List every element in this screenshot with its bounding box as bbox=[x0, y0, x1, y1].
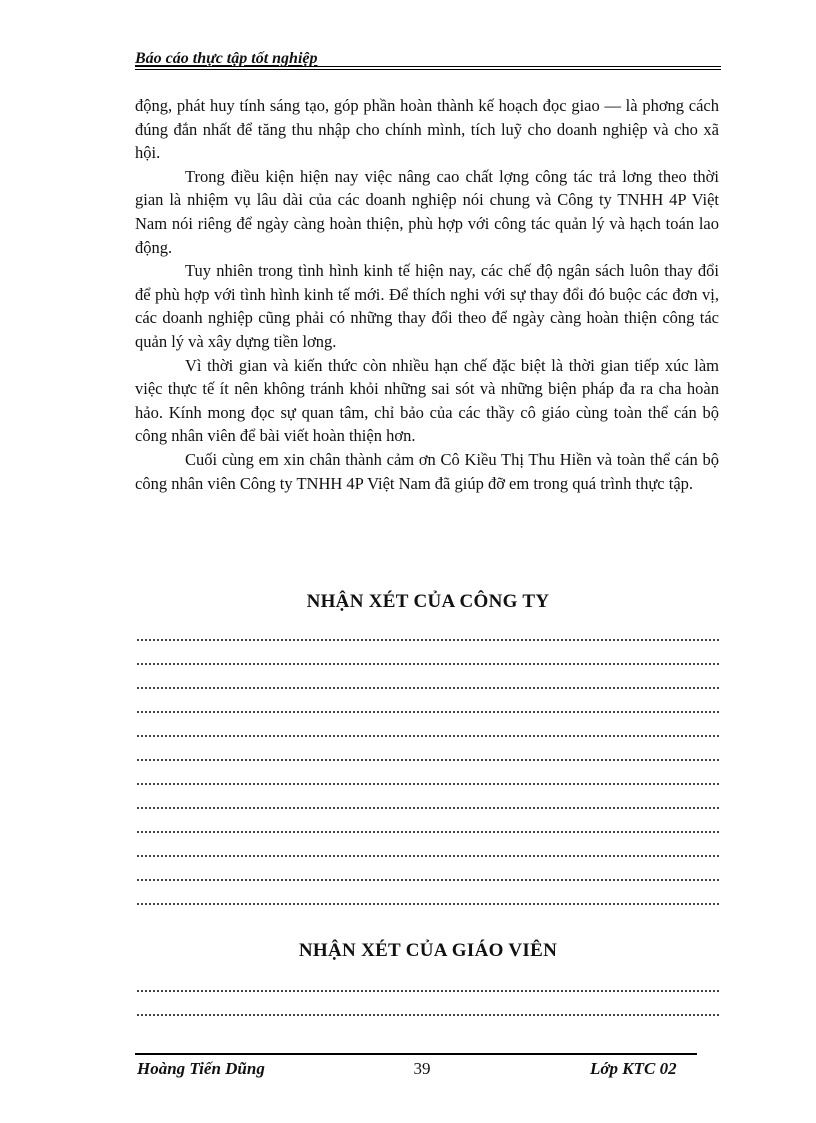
footer-author: Hoàng Tiến Dũng bbox=[137, 1059, 265, 1078]
company-review-dotted-line bbox=[137, 831, 719, 833]
paragraph: Vì thời gian và kiến thức còn nhiều hạn chế đặc biệt là thời gian tiếp xúc làm việc thực tế ít nên không tránh khỏi những sai sót và những biện pháp đa ra cha hoàn hảo. Kính mong đọc sự quan tâm, chỉ bảo của các thầy cô giáo cùng toàn thể cán bộ công nhân viên để bài viết hoàn thiện hơn. bbox=[135, 355, 719, 446]
company-review-dotted-line bbox=[137, 711, 719, 713]
company-review-dotted-line bbox=[137, 687, 719, 689]
company-review-dotted-line bbox=[137, 663, 719, 665]
teacher-review-dotted-line bbox=[137, 990, 719, 992]
footer-class: Lớp KTC 02 bbox=[590, 1059, 677, 1078]
header-rule-thin bbox=[135, 69, 721, 70]
paragraph-continuation: động, phát huy tính sáng tạo, góp phần hoàn thành kế hoạch đọc giao — là phơng cách đúng đắn nhất để tăng thu nhập cho chính mình, tích luỹ cho doanh nghiệp và cho xã hội. bbox=[135, 96, 719, 163]
company-review-dotted-line bbox=[137, 879, 719, 881]
teacher-review-dotted-line bbox=[137, 1014, 719, 1016]
teacher-review-title: NHẬN XÉT CỦA GIÁO VIÊN bbox=[298, 940, 558, 961]
body-text bbox=[135, 94, 719, 495]
report-header-title: Báo cáo thực tập tốt nghiệp bbox=[135, 50, 318, 67]
header-rule-thick bbox=[135, 66, 721, 67]
company-review-dotted-line bbox=[137, 855, 719, 857]
company-review-dotted-line bbox=[137, 783, 719, 785]
company-review-dotted-line bbox=[137, 735, 719, 737]
company-review-title: NHẬN XÉT CỦA CÔNG TY bbox=[306, 591, 550, 612]
footer-rule bbox=[135, 1053, 697, 1055]
paragraph: Tuy nhiên trong tình hình kinh tế hiện nay, các chế độ ngân sách luôn thay đổi để phù hợp với tình hình kinh tế mới. Để thích nghi với sự thay đổi đó buộc các đơn vị, các doanh nghiệp cũng phải có những thay đổi theo để ngày càng hoàn thiện công tác quản lý và xây dựng tiền lơng. bbox=[135, 261, 719, 351]
company-review-dotted-line bbox=[137, 903, 719, 905]
paragraph: Trong điều kiện hiện nay việc nâng cao chất lợng công tác trả lơng theo thời gian là nhiệm vụ lâu dài của các doanh nghiệp nói chung và Công ty TNHH 4P Việt Nam nói riêng để ngày càng hoàn thiện, phù hợp với công tác quản lý và hạch toán lao động. bbox=[135, 166, 719, 257]
company-review-dotted-line bbox=[137, 807, 719, 809]
paragraph: Cuối cùng em xin chân thành cảm ơn Cô Kiều Thị Thu Hiền và toàn thể cán bộ công nhân viên Công ty TNHH 4P Việt Nam đã giúp đỡ em trong quá trình thực tập. bbox=[135, 449, 719, 493]
company-review-dotted-line bbox=[137, 759, 719, 761]
company-review-dotted-line bbox=[137, 639, 719, 641]
page-number: 39 bbox=[413, 1059, 431, 1078]
